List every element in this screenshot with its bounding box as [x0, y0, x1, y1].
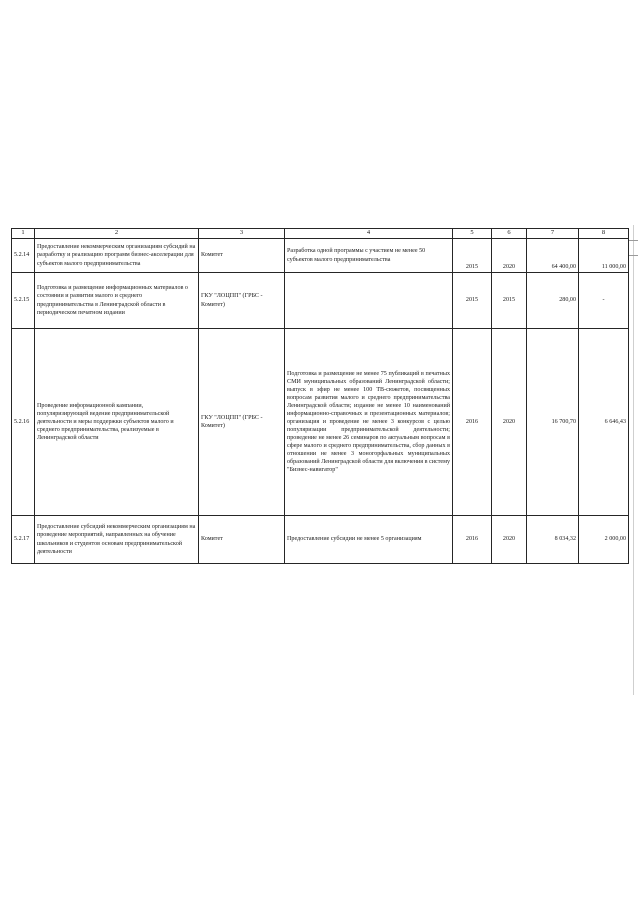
scan-mark: [628, 240, 638, 241]
result-cell: Подготовка и размещение не менее 75 публикаций в печатных СМИ муниципальных образований Ленинградской области; выпуск в эфир не менее 100 ТВ-сюжетов, посвященных вопросам развития малого и среднего предпринимательства Ленинградской области; издание не менее 10 наименований информационно-справочных и презентационных материалов; организация и проведение не менее 3 конкурсов с целью популяризации предпринимательской деятельности; проведение не менее 26 семинаров по актуальным вопросам в сфере малого и среднего предпринимательства, сбор данных в отношении не менее 3 моногорфальных муниципальных образований Ленинградской области для включения в систему "Бизнес-навигатор": [285, 329, 453, 516]
scan-mark: [629, 255, 638, 256]
year-start-cell: 2016: [453, 516, 492, 564]
executor-cell: Комитет: [199, 239, 285, 273]
table-row: [12, 516, 629, 564]
year-start-cell: 2015: [453, 239, 492, 273]
item-number: 5.2.15: [12, 273, 35, 329]
item-number: 5.2.14: [12, 239, 35, 273]
column-number-header: 7: [527, 229, 579, 239]
year-start-cell: 2015: [453, 273, 492, 329]
column-number-row: [12, 229, 629, 239]
table-row: [12, 273, 629, 329]
amount-total-cell: 8 034,32: [527, 516, 579, 564]
amount-other-cell: 6 646,43: [579, 329, 629, 516]
year-end-cell: 2020: [492, 329, 527, 516]
amount-other-cell: 11 000,00: [579, 239, 629, 273]
column-number-header: 1: [12, 229, 35, 239]
column-number-header: 4: [285, 229, 453, 239]
column-number-header: 8: [579, 229, 629, 239]
result-cell: [285, 273, 453, 329]
result-cell: Разработка одной программы с участием не менее 50 субъектов малого предпринимательства: [285, 239, 453, 273]
measure-cell: Предоставление некоммерческим организациям субсидий на разработку и реализацию программ бизнес-акселерации для субъектов малого предпринимательства: [35, 239, 199, 273]
amount-total-cell: 16 700,70: [527, 329, 579, 516]
program-measures-table: [11, 228, 629, 564]
table-row: [12, 239, 629, 273]
executor-cell: ГКУ "ЛОЦПП" (ГРБС - Комитет): [199, 329, 285, 516]
year-start-cell: 2016: [453, 329, 492, 516]
executor-cell: ГКУ "ЛОЦПП" (ГРБС - Комитет): [199, 273, 285, 329]
column-number-header: 5: [453, 229, 492, 239]
executor-cell: Комитет: [199, 516, 285, 564]
table-row: [12, 329, 629, 516]
item-number: 5.2.17: [12, 516, 35, 564]
year-end-cell: 2020: [492, 516, 527, 564]
column-number-header: 2: [35, 229, 199, 239]
amount-other-cell: -: [579, 273, 629, 329]
amount-other-cell: 2 000,00: [579, 516, 629, 564]
amount-total-cell: 280,00: [527, 273, 579, 329]
measure-cell: Предоставление субсидий некоммерческим организациям на проведение мероприятий, направленных на обучение школьников и студентов основам предпринимательской деятельности: [35, 516, 199, 564]
column-number-header: 3: [199, 229, 285, 239]
result-cell: Предоставление субсидии не менее 5 организациям: [285, 516, 453, 564]
column-number-header: 6: [492, 229, 527, 239]
measure-cell: Подготовка и размещение информационных материалов о состоянии и развитии малого и среднего предпринимательства в Ленинградской области в периодическом печатном издании: [35, 273, 199, 329]
measure-cell: Проведение информационной кампании, популяризирующей ведение предпринимательской деятельности и меры поддержки субъектов малого и среднего предпринимательства, реализуемые в Ленинградской области: [35, 329, 199, 516]
item-number: 5.2.16: [12, 329, 35, 516]
year-end-cell: 2015: [492, 273, 527, 329]
page-edge-shadow: [633, 225, 634, 695]
year-end-cell: 2020: [492, 239, 527, 273]
amount-total-cell: 64 400,00: [527, 239, 579, 273]
